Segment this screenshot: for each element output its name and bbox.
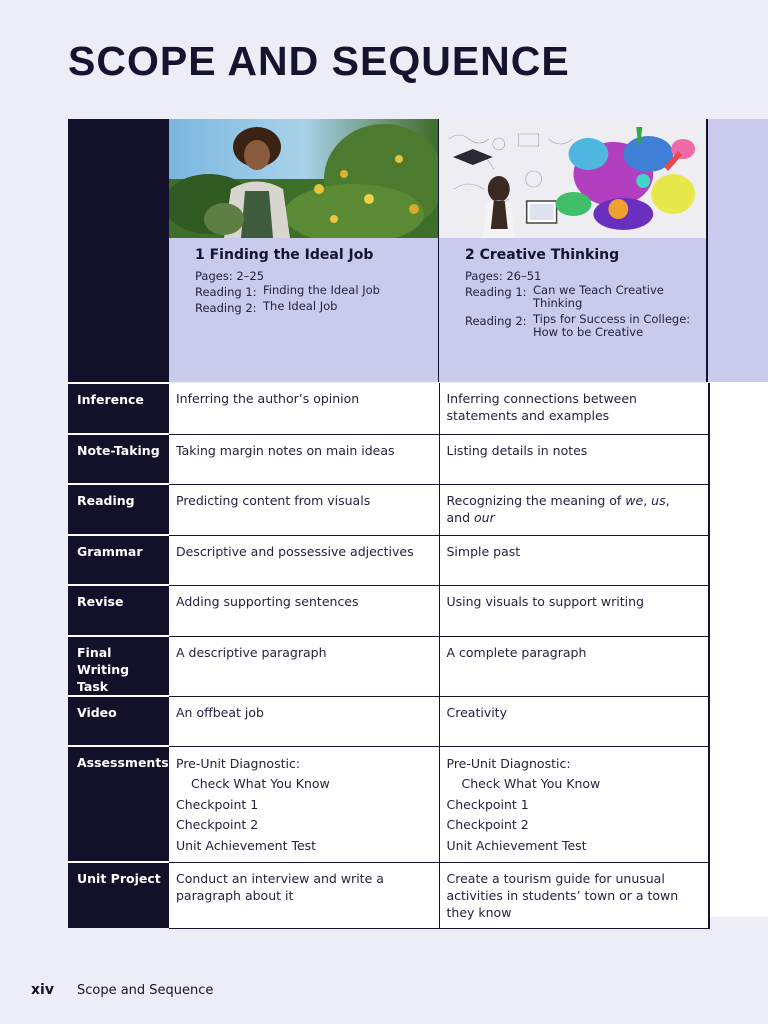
row-label-inference: Inference	[68, 383, 169, 434]
unit-1-reading-2-title: The Ideal Job	[263, 299, 338, 313]
unit-2-grammar: Simple past	[439, 535, 709, 585]
reading-text: Recognizing the meaning of	[446, 492, 626, 508]
word-we: we	[625, 492, 644, 508]
unit-2-reading-2-title-line-2: How to be Creative	[533, 325, 644, 339]
unit-1-reading-1-label: Reading 1:	[195, 285, 257, 299]
unit-2-inference: Inferring connections between statements and examples	[439, 383, 709, 434]
table-row	[68, 383, 709, 434]
table-row	[68, 484, 709, 535]
table-row	[68, 746, 709, 862]
footer-section-title: Scope and Sequence	[76, 983, 214, 998]
reading-text-and: and	[446, 509, 474, 525]
table-row	[68, 585, 709, 636]
assessment-item: Checkpoint 2	[446, 817, 529, 832]
unit-1-final-writing-task: A descriptive paragraph	[169, 636, 439, 696]
unit-1-revise: Adding supporting sentences	[169, 585, 439, 636]
unit-2-photo	[439, 119, 706, 238]
table-row	[68, 696, 709, 746]
unit-2-video: Creativity	[439, 696, 709, 746]
unit-3-header-partial	[708, 119, 768, 382]
row-label-reading: Reading	[68, 484, 169, 535]
unit-2-reading-1-title-line-2: Thinking	[533, 296, 583, 310]
unit-2-reading-1-label: Reading 1:	[465, 285, 527, 299]
assessment-item: Check What You Know	[461, 776, 601, 791]
unit-2-reading	[439, 484, 709, 535]
row-label-grammar: Grammar	[68, 535, 169, 585]
page-footer	[31, 982, 213, 998]
unit-1-note-taking: Taking margin notes on main ideas	[169, 434, 439, 484]
word-our: our	[474, 509, 495, 525]
assessment-item: Pre-Unit Diagnostic:	[446, 755, 571, 771]
unit-1-video: An offbeat job	[169, 696, 439, 746]
next-column-partial	[710, 382, 768, 917]
unit-1-reading-1-title: Finding the Ideal Job	[263, 283, 380, 297]
page-number: xiv	[31, 982, 54, 998]
unit-1-photo	[169, 119, 438, 238]
separator: ,	[643, 492, 652, 508]
assessment-item: Checkpoint 1	[176, 796, 259, 812]
unit-2-assessments	[439, 746, 709, 862]
unit-1-grammar: Descriptive and possessive adjectives	[169, 535, 439, 585]
unit-1-assessments	[169, 746, 439, 862]
unit-2-revise: Using visuals to support writing	[439, 585, 709, 636]
row-label-unit-project: Unit Project	[68, 862, 169, 928]
assessment-item: Pre-Unit Diagnostic:	[176, 755, 301, 771]
table-row	[68, 434, 709, 484]
page-title: SCOPE AND SEQUENCE	[68, 38, 570, 84]
row-label-assessments: Assessments	[68, 746, 169, 862]
unit-1-header	[169, 119, 438, 382]
assessment-item: Checkpoint 2	[176, 817, 259, 832]
unit-2-note-taking: Listing details in notes	[439, 434, 709, 484]
assessment-item: Check What You Know	[191, 776, 330, 791]
unit-2-header	[438, 119, 708, 382]
unit-1-inference: Inferring the author’s opinion	[169, 383, 439, 434]
unit-2-reading-2-label: Reading 2:	[465, 314, 527, 328]
assessment-item: Unit Achievement Test	[176, 837, 317, 853]
row-label-note-taking: Note-Taking	[68, 434, 169, 484]
word-us: us	[651, 492, 666, 508]
unit-2-reading-1-title-line-1: Can we Teach Creative	[533, 283, 664, 297]
assessment-item: Checkpoint 1	[446, 796, 529, 812]
assessment-item: Unit Achievement Test	[446, 837, 587, 853]
unit-2-pages: Pages: 26–51	[465, 269, 542, 283]
unit-1-unit-project: Conduct an interview and write a paragraph about it	[169, 862, 439, 928]
unit-1-title: 1 Finding the Ideal Job	[195, 247, 374, 263]
unit-2-reading-2-title-line-1: Tips for Success in College:	[533, 312, 691, 326]
unit-1-pages: Pages: 2–25	[195, 269, 265, 283]
row-label-video: Video	[68, 696, 169, 746]
table-row	[68, 535, 709, 585]
unit-2-unit-project: Create a tourism guide for unusual activities in students’ town or a town they know	[439, 862, 709, 928]
row-label-final-writing-task: Final Writing Task	[68, 636, 169, 696]
row-label-revise: Revise	[68, 585, 169, 636]
scope-sequence-table	[68, 382, 710, 929]
table-row	[68, 862, 709, 928]
separator: ,	[665, 492, 670, 508]
unit-1-reading-2-label: Reading 2:	[195, 301, 257, 315]
unit-2-title: 2 Creative Thinking	[465, 247, 620, 263]
table-row	[68, 636, 709, 696]
unit-2-final-writing-task: A complete paragraph	[439, 636, 709, 696]
unit-1-reading: Predicting content from visuals	[169, 484, 439, 535]
